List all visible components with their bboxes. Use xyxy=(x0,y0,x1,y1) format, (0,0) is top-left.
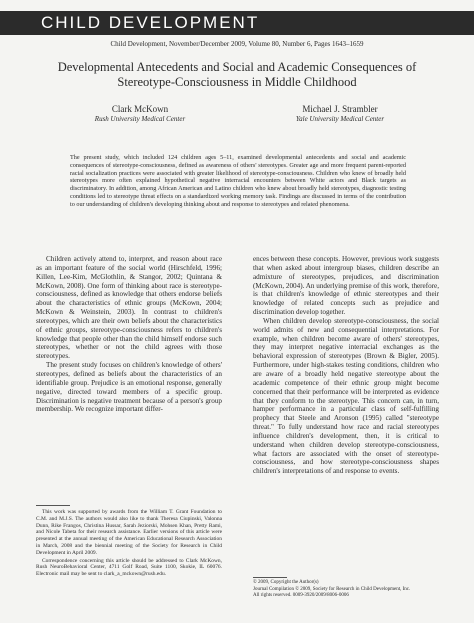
footnote-divider xyxy=(36,505,70,506)
footnotes xyxy=(36,509,222,579)
copyright-line: Journal Compilation © 2009, Society for Research in Child Development, Inc. xyxy=(253,586,411,592)
body-paragraph: Children actively attend to, interpret, and reason about race as an important feature of the social world (Hirschfeld, 1996; Killen, Lee-Kim, McGlothlin, & Stangor, 2002; Quintana & McKown, 2008). One form of thinking about race is stereotype-consciousness, defined as knowledge that others endorse beliefs about the characteristics of ethnic groups (McKown, 2004; McKown & Weinstein, 2003). In contrast to children's stereotypes, which are their own beliefs about the characteristics of ethnic groups, stereotype-consciousness refers to children's knowledge that people other than the child himself endorse such stereotypes, whether or not the child agrees with those stereotypes. xyxy=(36,255,222,361)
author-affiliation: Yale University Medical Center xyxy=(295,115,385,123)
citation-line: Child Development, November/December 2009, Volume 80, Number 6, Pages 1643–1659 xyxy=(110,40,364,48)
left-column xyxy=(36,255,222,414)
author-name: Clark McKown xyxy=(111,104,169,114)
body-paragraph: The present study focuses on children's knowledge of others' stereotypes, defined as beliefs about the characteristics of an identifiable group. Prejudice is an emotional response, generally negative, directed toward members of a specific group. Discrimination is negative treatment because of a person's group membership. We recognize important differ- xyxy=(36,361,222,414)
copyright-notice xyxy=(253,580,453,600)
copyright-divider xyxy=(253,577,287,578)
acknowledgment-footnote: This work was supported by awards from the William T. Grant Foundation to C.M. and M.J.S. The authors would also like to thank Theresa Ciupinski, Valonna Dunn, Rike Frangos, Christina Hussar, Sarah Jeziorski, Mohsen Khan, Pretty Rami, and Nicole Tabeta for their research assistance. Earlier versions of this article were presented at the annual meeting of the American Educational Research Association in March, 2008 and the biennial meeting of the Society for Research in Child Development in April 2009. xyxy=(36,509,222,556)
author-block xyxy=(240,104,440,124)
author-affiliation: Rush University Medical Center xyxy=(94,115,186,123)
author-name: Michael J. Strambler xyxy=(302,104,378,114)
article-title xyxy=(30,60,444,90)
journal-name: CHILD DEVELOPMENT xyxy=(41,13,260,32)
abstract: The present study, which included 124 children ages 5–11, examined developmental antecedents and social and academic consequences of stereotype-consciousness, defined as awareness of others' stereotypes. Greater age and more frequent parent-reported racial socialization practices were associated with greater likelihood of stereotype-consciousness. Children who knew of broadly held stereotypes more often explained hypothetical negative interracial encounters between White actors and Black targets as discriminatory. In addition, among African American and Latino children who knew about broadly held stereotypes, diagnostic testing conditions led to stereotype threat effects on a standardized working memory task. Findings are discussed in terms of the contribution to our understanding of children's developing thinking about and response to stereotypes and related phenomena. xyxy=(70,154,406,208)
title-line: Developmental Antecedents and Social and Academic Consequences of xyxy=(57,60,417,74)
copyright-line: All rights reserved. 0009-3920/2009/8006-0006 xyxy=(253,593,349,598)
journal-banner xyxy=(0,11,474,35)
body-paragraph: ences between these concepts. However, previous work suggests that when asked about intergroup biases, children describe an admixture of stereotypes, prejudices, and discrimination (McKown, 2004). An underlying premise of this work, therefore, is that children's knowledge of ethnic stereotypes and their knowledge of related concepts such as prejudice and discrimination develop together. xyxy=(253,255,440,317)
title-line: Stereotype-Consciousness in Middle Childhood xyxy=(117,75,357,89)
right-column xyxy=(253,255,439,476)
correspondence-footnote: Correspondence concerning this article should be addressed to Clark McKown, Rush NeuroBehavioral Center, 4711 Golf Road, Suite 1100, Skokie, IL 60076. Electronic mail may be sent to clark_a_mckown@rush.edu. xyxy=(36,557,222,578)
copyright-line: © 2009, Copyright the Author(s) xyxy=(253,580,319,585)
author-block xyxy=(40,104,240,124)
body-paragraph: When children develop stereotype-consciousness, the social world admits of new and consequential interpretations. For example, when children become aware of others' stereotypes, they may interpret negative interracial exchanges as the behavioral expression of stereotypes (Brown & Bigler, 2005). Furthermore, under high-stakes testing conditions, children who are aware of a broadly held negative stereotype about the academic competence of their ethnic group might become concerned that their performance will be interpreted as evidence that they conform to the stereotype. This concern can, in turn, hamper performance in a particular class of self-fulfilling prophecy that Steele and Aronson (1995) called "stereotype threat." To fully understand how race and racial stereotypes influence children's development, then, it is critical to understand when children develop stereotype-consciousness, what factors are associated with the onset of stereotype-consciousness, and how stereotype-consciousness shapes children's interpretations of and response to events. xyxy=(253,316,439,476)
